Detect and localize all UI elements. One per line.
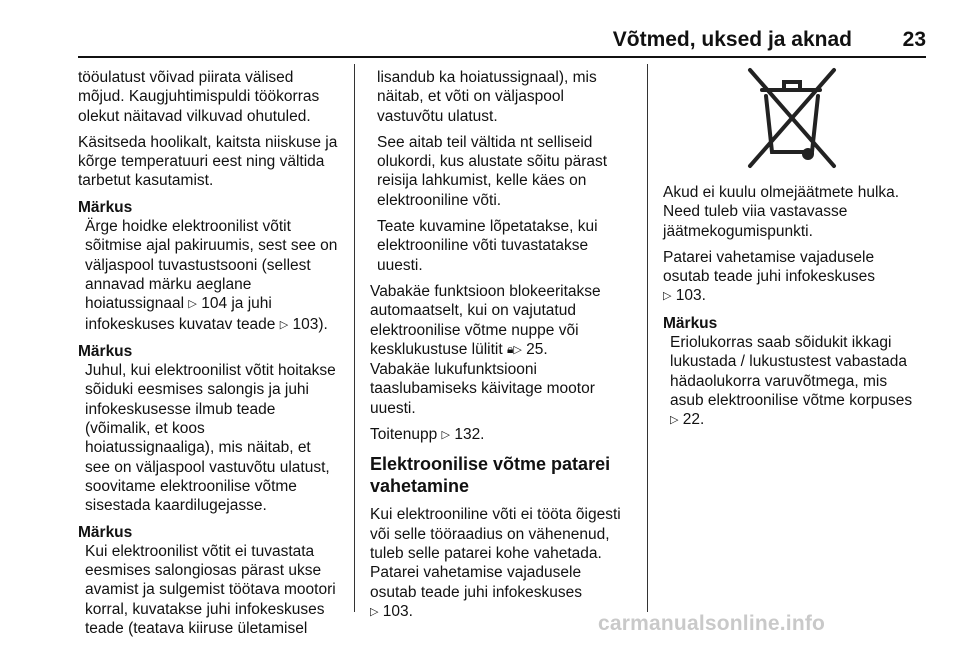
note-text: Eriolukorras saab sõidukit ikkagi lukustada / lukustustest vabastada hädaolukorra varuvõtmega, mis asub elektroonilise võtme korpuses (670, 334, 913, 409)
column-divider-2 (647, 64, 648, 612)
note-heading: Märkus (78, 342, 133, 360)
crossed-out-wheelie-bin-icon (738, 66, 846, 170)
page-number: 23 (902, 28, 926, 51)
paragraph-text: 132. (450, 426, 485, 444)
paragraph: lisandub ka hoiatussignaal), mis näitab, et võti on väljaspool vastuvõtu ulatust. (377, 69, 597, 125)
paragraph-text: 25. Vabakäe lukufunktsiooni taaslubamiseks käivitage mootor uuesti. (370, 340, 595, 417)
paragraph-text: Patarei vahetamise vajadusele osutab teade juhi infokeskuses (663, 248, 875, 286)
paragraph (370, 425, 642, 445)
reference-arrow-icon: ▷ (670, 414, 679, 427)
paragraph-text: Vabakäe funktsioon blokeeritakse automaatselt, kui on vajutatud elektroonilise võtme nuppe või kesklukustuse lülitit (370, 282, 601, 358)
note-text: 22. (678, 411, 705, 429)
note-heading: Märkus (78, 523, 133, 541)
note-body: Kui elektroonilist võtit ei tuvastata eesmises salongiosas pärast ukse avamist ja sulgemist töötava mootori korral, kuvatakse juhi infokeskuses teade (teatava kiiruse ületamisel (85, 542, 336, 638)
reference-arrow-icon: ▷ (188, 298, 197, 311)
reference-arrow-icon: ▷ (663, 290, 672, 303)
note-text: 104 ja juhi infokeskuses kuvatav teade (85, 295, 276, 333)
paragraph: Käsitseda hoolikalt, kaitsta niiskuse ja kõrge temperatuuri eest ning vältida tarbetut kasutamist. (78, 133, 338, 190)
paragraph (663, 248, 938, 307)
paragraph-text: 103. (671, 287, 706, 305)
watermark: carmanualsonline.info (598, 612, 826, 635)
note-body (670, 333, 938, 430)
header-rule (78, 56, 926, 58)
paragraph-text: 103. (378, 602, 413, 620)
page-header-title: Võtmed, uksed ja aknad (612, 28, 852, 51)
paragraph: Akud ei kuulu olmejäätmete hulka. Need tuleb viia vastavasse jäätmekogumispunkti. (663, 184, 900, 240)
column-3 (663, 183, 938, 438)
paragraph-text: Kui elektrooniline võti ei tööta õigesti või selle tööraadius on vähenenud, tuleb selle patarei kohe vahetada. Patarei vahetamise vajadusele osutab teade juhi infokeskuses (370, 506, 621, 601)
note-heading: Märkus (78, 198, 133, 216)
column-1 (78, 68, 348, 645)
reference-arrow-icon: ▷ (513, 343, 522, 356)
note-body: Juhul, kui elektroonilist võtit hoitakse sõiduki eesmises salongis ja juhi infokeskusesse ilmub teade (võimalik, et koos hoiatussignaaliga), mis näitab, et see on väljaspool vastuvõtu ulatust, soovitame elektroonilise võtme sisestada kaardilugejasse. (85, 362, 336, 515)
note-body (85, 217, 348, 335)
lock-key-icon: 🔒︎ (506, 341, 514, 356)
note-heading: Märkus (663, 314, 718, 332)
note-text: Ärge hoidke elektroonilist võtit sõitmise ajal pakiruumis, sest see on väljaspool tuvastustsooni (sellest annavad märku aeglane hoiatussignaal (85, 218, 338, 313)
column-divider-1 (354, 64, 355, 612)
column-2 (370, 68, 642, 629)
note-text: 103). (288, 315, 328, 333)
paragraph-text: Toitenupp (370, 426, 438, 444)
reference-arrow-icon: ▷ (441, 429, 451, 442)
paragraph (370, 282, 642, 418)
reference-arrow-icon: ▷ (279, 318, 289, 331)
paragraph: Teate kuvamine lõpetatakse, kui elektrooniline võti tuvastatakse uuesti. (377, 218, 598, 274)
paragraph (370, 505, 642, 622)
reference-arrow-icon: ▷ (370, 605, 379, 618)
paragraph: tööulatust võivad piirata välised mõjud. Kaugjuhtimispuldi töökorras olekut näitavad vilkuvad ohutuled. (78, 69, 320, 125)
section-heading: Elektroonilise võtme patarei vahetamine (370, 454, 611, 497)
paragraph: See aitab teil vältida nt selliseid olukordi, kus alustate sõitu pärast reisija lahkumist, kelle käes on elektrooniline võti. (377, 133, 608, 209)
